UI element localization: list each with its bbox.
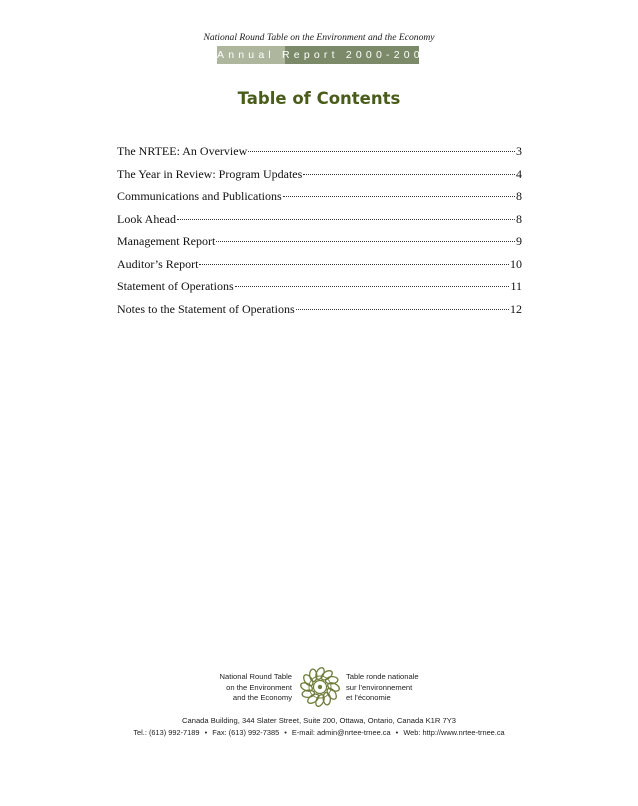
footer-french-line: Table ronde nationale [346,672,419,681]
toc-item[interactable] [117,167,522,190]
toc-item-title: The Year in Review: Program Updates [117,166,303,181]
toc-leader-dots [177,219,515,220]
toc-leader-dots [303,174,515,175]
toc-item[interactable] [117,302,522,325]
toc-item-page: 3 [516,144,522,158]
toc-item-page: 12 [510,301,522,316]
page-title: Table of Contents [237,89,401,108]
toc-item[interactable] [117,279,522,302]
annual-report-band [217,46,434,64]
footer-address: Canada Building, 344 Slater Street, Suite 200, Ottawa, Ontario, Canada K1R 7Y3 [182,716,456,725]
toc-leader-dots [235,286,510,287]
toc-item-page: 9 [516,234,522,248]
toc-leader-dots [248,151,515,152]
toc-item-page: 10 [510,256,522,271]
footer-separator: • [284,728,287,737]
toc-item-title: Auditor’s Report [117,256,199,271]
toc-item-page: 8 [516,211,522,226]
footer-french-line: sur l’environnement [346,682,413,692]
toc-item-page: 4 [516,166,522,181]
footer-english-line: on the Environment [226,682,292,692]
footer-separator: • [395,728,399,737]
toc-leader-dots [216,241,515,242]
footer-separator: • [204,728,208,737]
toc-item-title: Statement of Operations [117,279,234,293]
toc-item[interactable] [117,234,522,257]
footer-fax: Fax: (613) 992-7385 [212,728,280,737]
toc-item[interactable] [117,212,522,235]
toc-item-title: Notes to the Statement of Operations [117,301,295,316]
footer-contact-line [0,728,638,737]
toc-item-page: 8 [516,189,522,203]
toc-item-title: Communications and Publications [117,189,282,203]
toc-item[interactable] [117,144,522,167]
footer-tel: Tel.: (613) 992-7189 [133,728,200,737]
toc-item-page: 11 [510,279,522,293]
toc-item-title: Look Ahead [117,211,176,226]
toc-leader-dots [296,309,509,310]
toc-leader-dots [199,264,509,265]
nrtee-wreath-logo-icon [298,665,342,709]
footer-english-line: National Round Table [219,672,292,681]
footer-french-line: et l’économie [346,693,391,702]
organization-name: National Round Table on the Environment and the Economy [203,32,435,43]
footer-email[interactable]: E-mail: admin@nrtee-trnee.ca [291,728,391,737]
toc-leader-dots [283,196,515,197]
footer-english-line: and the Economy [232,693,292,702]
toc-item-title: Management Report [117,234,216,248]
footer-french-name [346,672,466,704]
toc-item[interactable] [117,189,522,212]
annual-report-title: Annual Report 2000-2001 [217,49,434,61]
footer-english-name [196,672,292,704]
toc-item-title: The NRTEE: An Overview [117,144,248,158]
table-of-contents [117,144,522,324]
footer-web[interactable]: Web: http://www.nrtee-trnee.ca [403,728,505,737]
toc-item[interactable] [117,257,522,280]
